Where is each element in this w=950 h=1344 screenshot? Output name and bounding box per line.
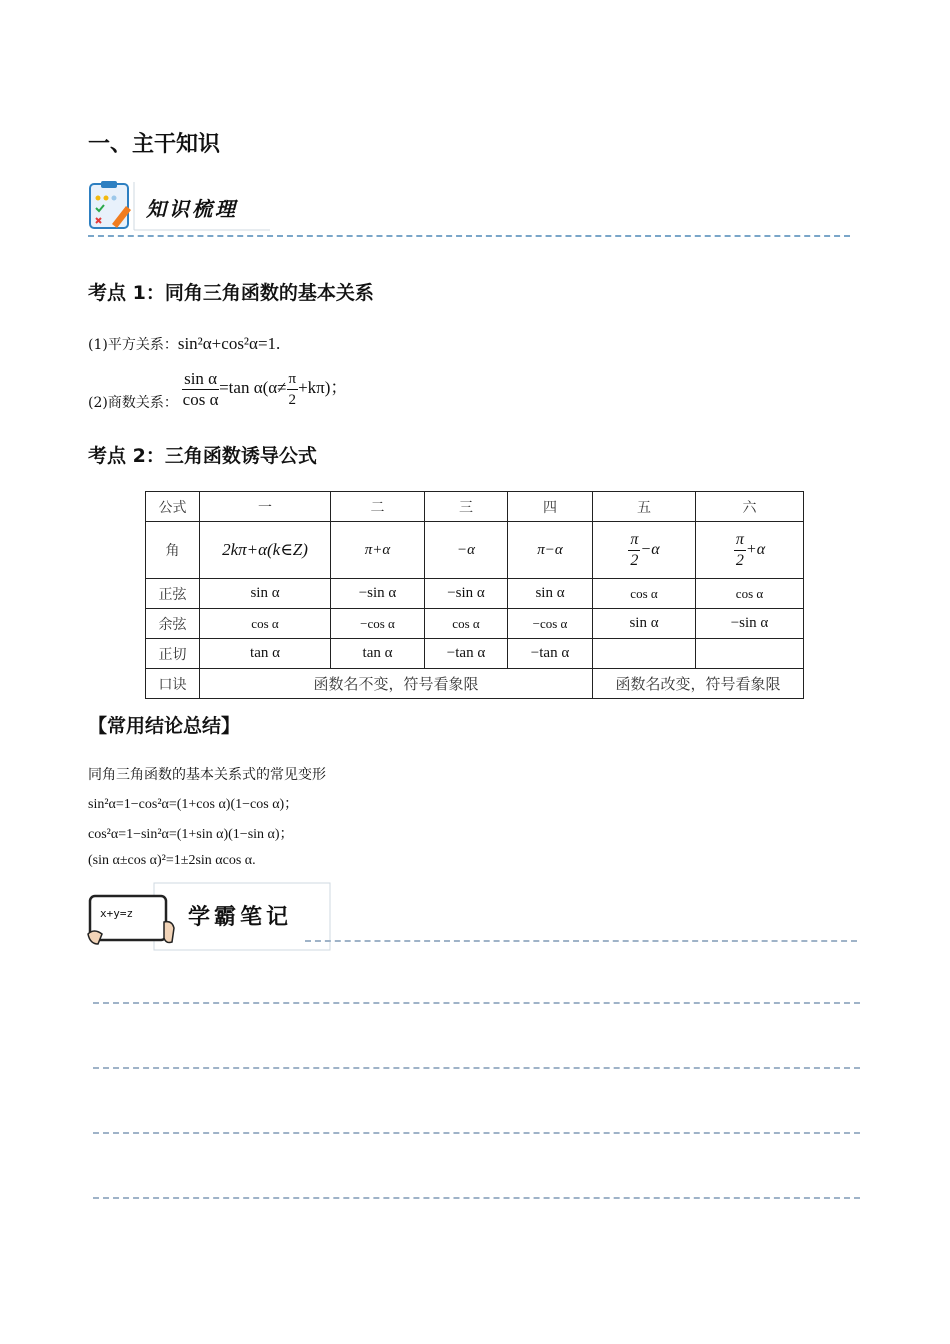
table-cell: 函数名不变，符号看象限 bbox=[200, 669, 593, 699]
table-cell: 四 bbox=[508, 492, 593, 522]
table-row bbox=[146, 609, 804, 639]
table-cell: 三 bbox=[425, 492, 508, 522]
table-cell: −cos α bbox=[508, 609, 593, 639]
table-row bbox=[146, 579, 804, 609]
summary-line: (sin α±cos α)²=1±2sin αcos α. bbox=[88, 853, 256, 868]
summary-line: sin²α=1−cos²α=(1+cos α)(1−cos α)； bbox=[88, 797, 299, 812]
table-cell: sin α bbox=[508, 579, 593, 609]
quotient-relation-formula: $\frac{\text{sin α}}{\text{cos α}}$ =tan α(α≠ $\frac{\pi}{2}$ +kπ)； bbox=[182, 369, 348, 409]
summary-title: 【常用结论总结】 bbox=[88, 715, 241, 737]
table-cell: 正弦 bbox=[146, 579, 200, 609]
table-row bbox=[146, 669, 804, 699]
table-cell: $\frac{\pi}{2}$ +α bbox=[696, 522, 804, 579]
knowledge-badge bbox=[88, 180, 271, 232]
induction-formula-table bbox=[145, 491, 804, 699]
table-cell: −tan α bbox=[508, 639, 593, 669]
table-cell: 二 bbox=[331, 492, 425, 522]
table-cell: 2kπ+α(k∈Z) bbox=[200, 522, 331, 579]
table-cell: 角 bbox=[146, 522, 200, 579]
kp1-item1: (1)平方关系：sin²α+cos²α=1. bbox=[88, 334, 281, 353]
table-cell: tan α bbox=[331, 639, 425, 669]
table-cell: π−α bbox=[508, 522, 593, 579]
square-relation-formula: sin²α+cos²α=1. bbox=[177, 334, 281, 353]
table-cell: 余弦 bbox=[146, 609, 200, 639]
kp1-title: 考点 1：同角三角函数的基本关系 bbox=[88, 282, 374, 304]
table-cell: cos α bbox=[593, 579, 696, 609]
note-line bbox=[93, 1132, 860, 1134]
knowledge-badge-label: 知识梳理 bbox=[146, 197, 238, 221]
table-row bbox=[146, 492, 804, 522]
table-cell: 五 bbox=[593, 492, 696, 522]
table-cell: −α bbox=[425, 522, 508, 579]
summary-line: cos²α=1−sin²α=(1+sin α)(1−sin α)； bbox=[88, 827, 294, 842]
table-cell: $\frac{\pi}{2}$ −α bbox=[593, 522, 696, 579]
table-row bbox=[146, 639, 804, 669]
table-cell: 一 bbox=[200, 492, 331, 522]
table-cell: −sin α bbox=[696, 609, 804, 639]
notes-badge bbox=[86, 882, 332, 952]
table-cell: −sin α bbox=[425, 579, 508, 609]
note-line bbox=[93, 1197, 860, 1199]
note-line bbox=[93, 1067, 860, 1069]
table-cell: tan α bbox=[200, 639, 331, 669]
table-cell: 六 bbox=[696, 492, 804, 522]
table-cell: cos α bbox=[696, 579, 804, 609]
table-cell: 函数名改变，符号看象限 bbox=[593, 669, 804, 699]
table-cell: cos α bbox=[425, 609, 508, 639]
notes-badge-label: 学霸笔记 bbox=[188, 905, 293, 930]
table-cell bbox=[593, 639, 696, 669]
board-text: x+y=z bbox=[100, 907, 134, 920]
note-line bbox=[93, 1002, 860, 1004]
section-title: 一、主干知识 bbox=[88, 132, 221, 157]
table-cell: π+α bbox=[331, 522, 425, 579]
table-cell: sin α bbox=[200, 579, 331, 609]
table-cell: −cos α bbox=[331, 609, 425, 639]
table-cell: 公式 bbox=[146, 492, 200, 522]
kp2-title: 考点 2：三角函数诱导公式 bbox=[88, 445, 317, 467]
note-line bbox=[305, 940, 857, 942]
table-cell: −sin α bbox=[331, 579, 425, 609]
table-cell: cos α bbox=[200, 609, 331, 639]
divider bbox=[88, 235, 850, 237]
summary-subtitle: 同角三角函数的基本关系式的常见变形 bbox=[88, 767, 326, 783]
kp1-item2: (2)商数关系： $\frac{\text{sin α}}{\text{cos α}}$ =tan α(α≠ $\frac{\pi}{2}$ +kπ)； bbox=[88, 369, 348, 412]
table-cell: 口诀 bbox=[146, 669, 200, 699]
table-cell: sin α bbox=[593, 609, 696, 639]
table-cell bbox=[696, 639, 804, 669]
table-cell: −tan α bbox=[425, 639, 508, 669]
table-row bbox=[146, 522, 804, 579]
table-cell: 正切 bbox=[146, 639, 200, 669]
